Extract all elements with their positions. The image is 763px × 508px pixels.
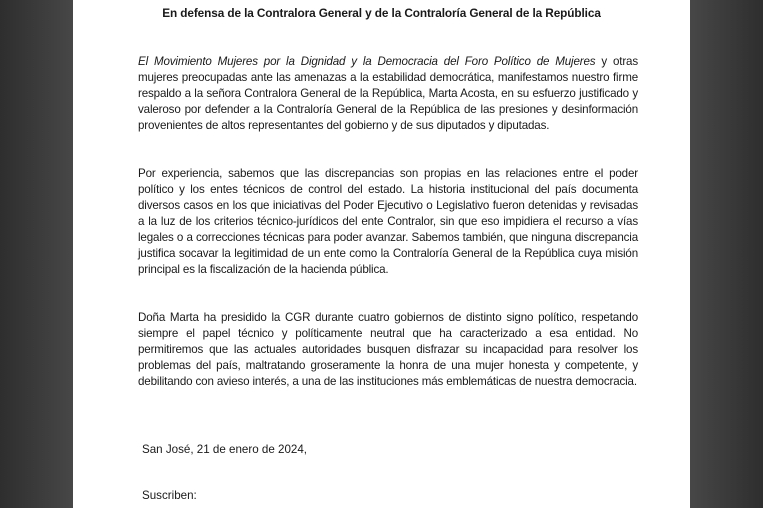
right-background-margin (690, 0, 763, 508)
movement-name: El Movimiento Mujeres por la Dignidad y la Democracia del Foro Político de Mujeres (138, 55, 596, 68)
paragraph-1-text: y otras mujeres preocupadas ante las amenazas a la estabilidad democrática, manifestamos nuestro firme respaldo a la señora Contralora General de la República, Marta Acosta, en su esfuerzo justificado y valeroso por defender a la Contraloría General de la República de las presiones y desinformación provenientes de altos representantes del gobierno y de sus diputados y diputadas. (138, 55, 638, 132)
paragraph-2: Por experiencia, sabemos que las discrepancias son propias en las relaciones entre el poder político y los entes técnicos de control del estado. La historia institucional del país documenta diversos casos en los que iniciativas del Poder Ejecutivo o Legislativo fueron detenidas y revisadas a la luz de los criterios técnico-jurídicos del ente Contralor, sin que eso impidiera el recurso a vías legales o a correcciones técnicas para poder avanzar. Sabemos también, que ninguna discrepancia justifica socavar la legitimidad de un ente como la Contraloría General de la República cuya misión principal es la fiscalización de la hacienda pública. (138, 167, 638, 276)
left-background-margin (0, 0, 73, 508)
paragraph-3: Doña Marta ha presidido la CGR durante cuatro gobiernos de distinto signo político, respetando siempre el papel técnico y políticamente neutral que ha caracterizado a esa entidad. No permitiremos que las actuales autoridades busquen disfrazar su incapacidad para resolver los problemas del país, maltratando groseramente la honra de una mujer honesta y competente, y debilitando con avieso interés, a una de las instituciones más emblemáticas de nuestra democracia. (138, 311, 638, 388)
document-title: En defensa de la Contralora General y de la Contraloría General de la República (162, 6, 601, 20)
document-page (73, 0, 690, 508)
signers-label: Suscriben: (142, 489, 197, 502)
paragraph-1 (138, 54, 638, 134)
date-line: San José, 21 de enero de 2024, (142, 443, 308, 456)
